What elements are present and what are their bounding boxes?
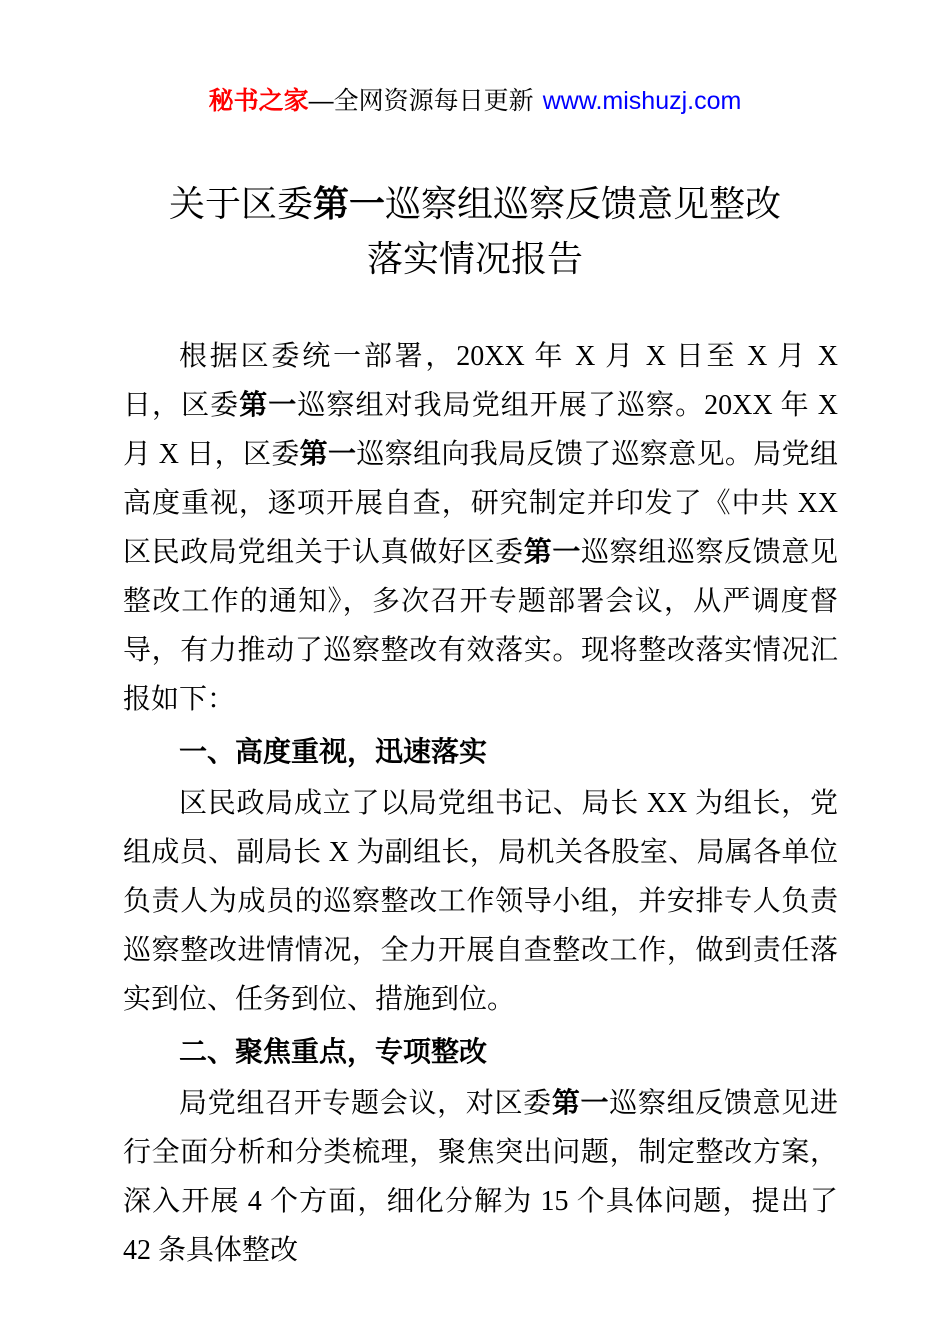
tagline-text: 全网资源每日更新 bbox=[333, 87, 534, 115]
header-promo-line bbox=[0, 84, 950, 118]
brand-text: 秘书之家 bbox=[208, 87, 309, 115]
text-run: 巡察组向我局反馈了巡察意见。局党组高度重视，逐项开展自查，研究制定并印发了《中共 XX 区民政局党组关于认真做好区委 bbox=[123, 439, 838, 568]
emphasis-run: 一、高度重视，迅速落实 bbox=[179, 736, 488, 767]
emphasis-run: 第一 bbox=[299, 439, 357, 470]
emphasis-run: 第一 bbox=[551, 1088, 610, 1119]
title-line bbox=[0, 231, 950, 286]
document-body bbox=[123, 332, 838, 1275]
text-run: 落实情况报告 bbox=[366, 238, 583, 279]
emphasis-run: 二、聚焦重点，专项整改 bbox=[179, 1036, 488, 1067]
text-run: 巡察组对我局党组开展了巡察。20XX 年 X 月 X 日，区委 bbox=[123, 390, 838, 470]
separator-dash: — bbox=[308, 87, 334, 115]
text-run: 根据区委统一部署，20XX 年 X 月 X 日至 X 月 X 日，区委 bbox=[123, 341, 838, 421]
text-run: 巡察组巡察反馈意见整改工作的通知》，多次召开专题部署会议，从严调度督导，有力推动了巡察整改有效落实。现将整改落实情况汇报如下： bbox=[123, 537, 838, 715]
text-run: 关于区委 bbox=[168, 183, 313, 224]
section-heading bbox=[123, 727, 838, 776]
emphasis-run: 第一 bbox=[239, 390, 298, 421]
emphasis-run: 第一 bbox=[312, 183, 385, 224]
text-run: 巡察组巡察反馈意见整改 bbox=[385, 183, 782, 224]
site-url-link[interactable]: www.mishuzj.com bbox=[542, 87, 742, 115]
document-title bbox=[0, 176, 950, 286]
text-run: 局党组召开专题会议，对区委 bbox=[179, 1088, 552, 1119]
text-run: 巡察组反馈意见进行全面分析和分类梳理，聚焦突出问题，制定整改方案，深入开展 4 个方面，细化分解为 15 个具体问题，提出了 42 条具体整改 bbox=[123, 1088, 838, 1266]
body-paragraph bbox=[123, 779, 838, 1024]
body-paragraph bbox=[123, 1079, 838, 1275]
section-heading bbox=[123, 1027, 838, 1076]
title-line bbox=[0, 176, 950, 231]
body-paragraph bbox=[123, 332, 838, 724]
emphasis-run: 第一 bbox=[523, 537, 581, 568]
text-run: 区民政局成立了以局党组书记、局长 XX 为组长，党组成员、副局长 X 为副组长，局机关各股室、局属各单位负责人为成员的巡察整改工作领导小组，并安排专人负责巡察整改进情情况，全力开展自查整改工作，做到责任落实到位、任务到位、措施到位。 bbox=[123, 788, 838, 1015]
